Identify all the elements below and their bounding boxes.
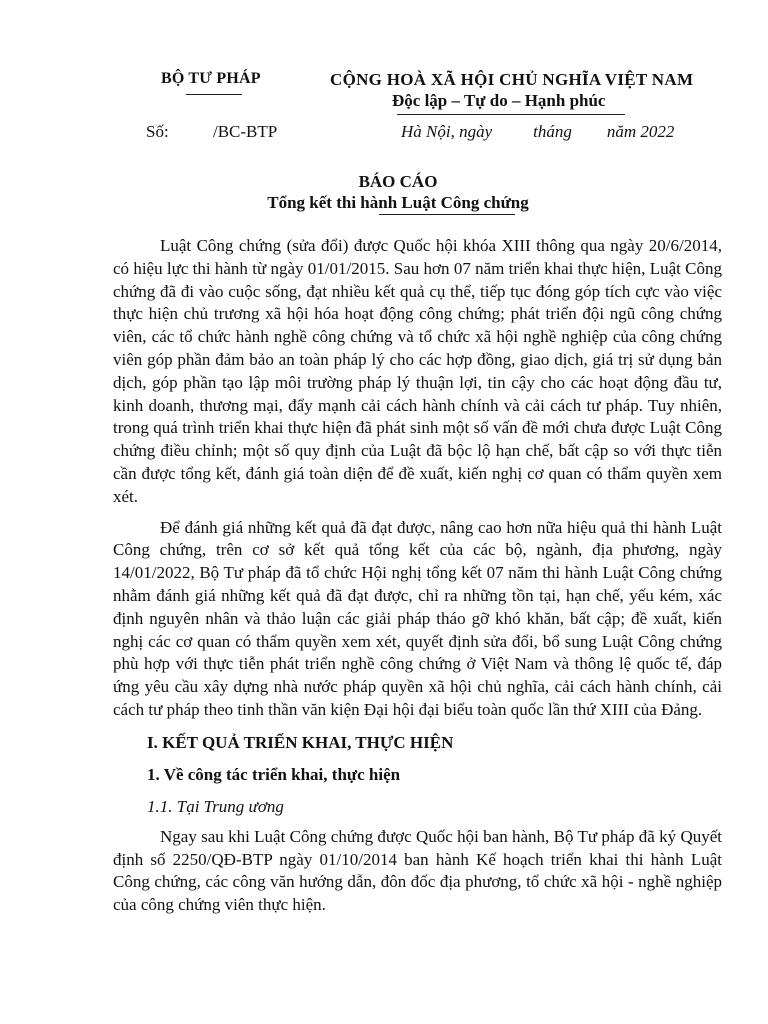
document-number-label: Số: xyxy=(146,122,169,141)
place-and-date xyxy=(401,122,674,142)
subsection-heading-1: 1. Về công tác triển khai, thực hiện xyxy=(147,764,401,784)
national-title: CỘNG HOÀ XÃ HỘI CHỦ NGHĨA VIỆT NAM xyxy=(330,70,694,89)
report-type: BÁO CÁO xyxy=(358,172,438,191)
document-number-value: /BC-BTP xyxy=(213,122,278,141)
place-date-month: tháng xyxy=(533,122,572,141)
body-paragraph-2: Để đánh giá những kết quả đã đạt được, nâng cao hơn nữa hiệu quả thi hành Luật Công chứng, trên cơ sở kết quả tổng kết của các bộ, ngành, địa phương, ngày 14/01/2022, Bộ Tư pháp đã tổ chức Hội nghị tổng kết 07 năm thi hành Luật Công chứng nhằm đánh giá những kết quả đã đạt được, chỉ ra những tồn tại, hạn chế, yếu kém, xác định nguyên nhân và thảo luận các giải pháp tháo gỡ khó khăn, bất cập; đề xuất, kiến nghị các cơ quan có thẩm quyền xem xét, quyết định sửa đổi, bổ sung Luật Công chứng phù hợp với thực tiễn phát triển nghề công chứng ở Việt Nam và thông lệ quốc tế, đáp ứng yêu cầu xây dựng nhà nước pháp quyền xã hội chủ nghĩa, cải cách hành chính, cải cách tư pháp theo tinh thần văn kiện Đại hội đại biểu toàn quốc lần thứ XIII của Đảng. xyxy=(113,517,722,719)
body-paragraph-3: Ngay sau khi Luật Công chứng được Quốc hội ban hành, Bộ Tư pháp đã ký Quyết định số 2250/QĐ-BTP ngày 01/10/2014 ban hành Kế hoạch triển khai thi hành Luật Công chứng, các công văn hướng dẫn, đôn đốc địa phương, tổ chức xã hội - nghề nghiệp của công chứng viên thực hiện. xyxy=(113,826,722,915)
report-body xyxy=(113,235,722,925)
issuing-agency: BỘ TƯ PHÁP xyxy=(161,70,261,87)
subsubsection-heading-1-1: 1.1. Tại Trung ương xyxy=(147,796,284,816)
agency-underline xyxy=(186,94,242,95)
body-paragraph-1: Luật Công chứng (sửa đổi) được Quốc hội khóa XIII thông qua ngày 20/6/2014, có hiệu lực thi hành từ ngày 01/01/2015. Sau hơn 07 năm triển khai thực hiện, Luật Công chứng đã đi vào cuộc sống, đạt nhiều kết quả cụ thể, tiếp tục đóng góp tích cực vào việc thực hiện chủ trương xã hội hóa hoạt động công chứng; phát triển đội ngũ công chứng viên, các tổ chức hành nghề công chứng và tổ chức xã hội nghề nghiệp của công chứng viên góp phần đảm bảo an toàn pháp lý cho các hợp đồng, giao dịch, giá trị sử dụng bản dịch, góp phần tạo lập môi trường pháp lý thuận lợi, tin cậy cho các hoạt động đầu tư, kinh doanh, thương mại, đẩy mạnh cải cách hành chính và cải cách tư pháp. Tuy nhiên, trong quá trình triển khai thực hiện đã phát sinh một số vấn đề mới chưa được Luật Công chứng điều chỉnh; một số quy định của Luật đã bộc lộ hạn chế, bất cập so với thực tiễn cần được tổng kết, đánh giá toàn diện để đề xuất, kiến nghị cơ quan có thẩm quyền xem xét. xyxy=(113,236,722,506)
motto-underline xyxy=(397,114,625,115)
report-subject: Tổng kết thi hành Luật Công chứng xyxy=(267,193,529,212)
national-motto: Độc lập – Tự do – Hạnh phúc xyxy=(392,91,606,110)
section-heading-1: I. KẾT QUẢ TRIỂN KHAI, THỰC HIỆN xyxy=(147,732,454,752)
place-date-place: Hà Nội, ngày xyxy=(401,122,493,141)
place-date-year: năm 2022 xyxy=(606,122,675,141)
title-underline xyxy=(379,214,515,215)
